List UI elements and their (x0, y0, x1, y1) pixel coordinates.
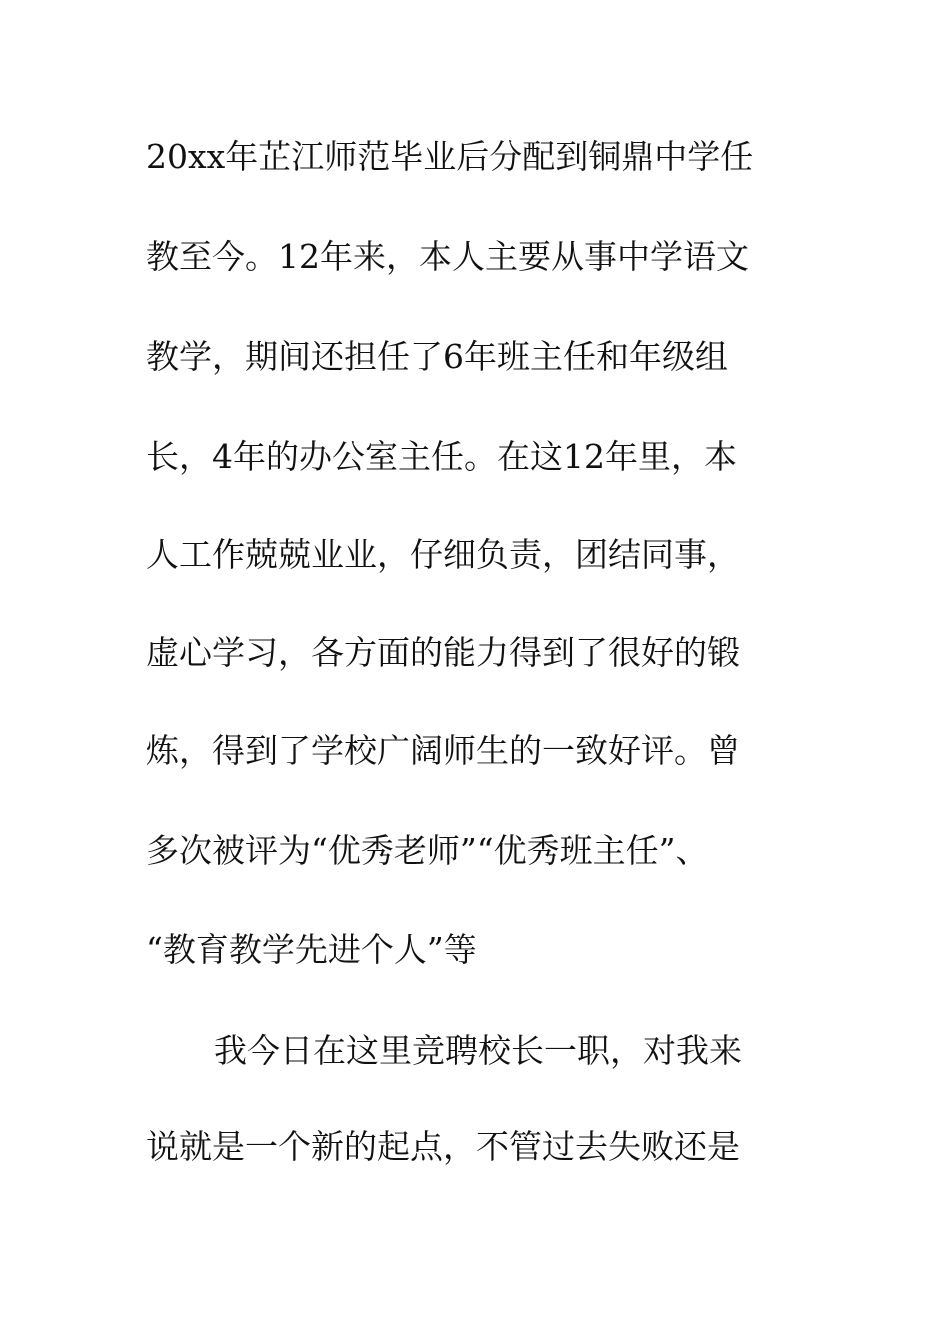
text-line: 20xx年芷江师范毕业后分配到铜鼎中学任 (146, 137, 754, 176)
text-line: “教育教学先进个人”等 (146, 930, 477, 969)
text-line: 我今日在这里竞聘校长一职，对我来 (214, 1031, 742, 1070)
text-line: 教学，期间还担任了6年班主任和年级组 (146, 337, 728, 376)
text-line: 教至今。12年来，本人主要从事中学语文 (146, 237, 749, 276)
text-line: 多次被评为“优秀老师”“优秀班主任”、 (146, 831, 709, 870)
text-line: 人工作兢兢业业，仔细负责，团结同事， (146, 535, 740, 574)
text-line: 虚心学习，各方面的能力得到了很好的锻 (146, 633, 740, 672)
text-line: 长，4年的办公室主任。在这12年里，本 (146, 437, 737, 476)
text-line: 说就是一个新的起点，不管过去失败还是 (146, 1127, 740, 1166)
text-line: 炼，得到了学校广阔师生的一致好评。曾 (146, 731, 740, 770)
